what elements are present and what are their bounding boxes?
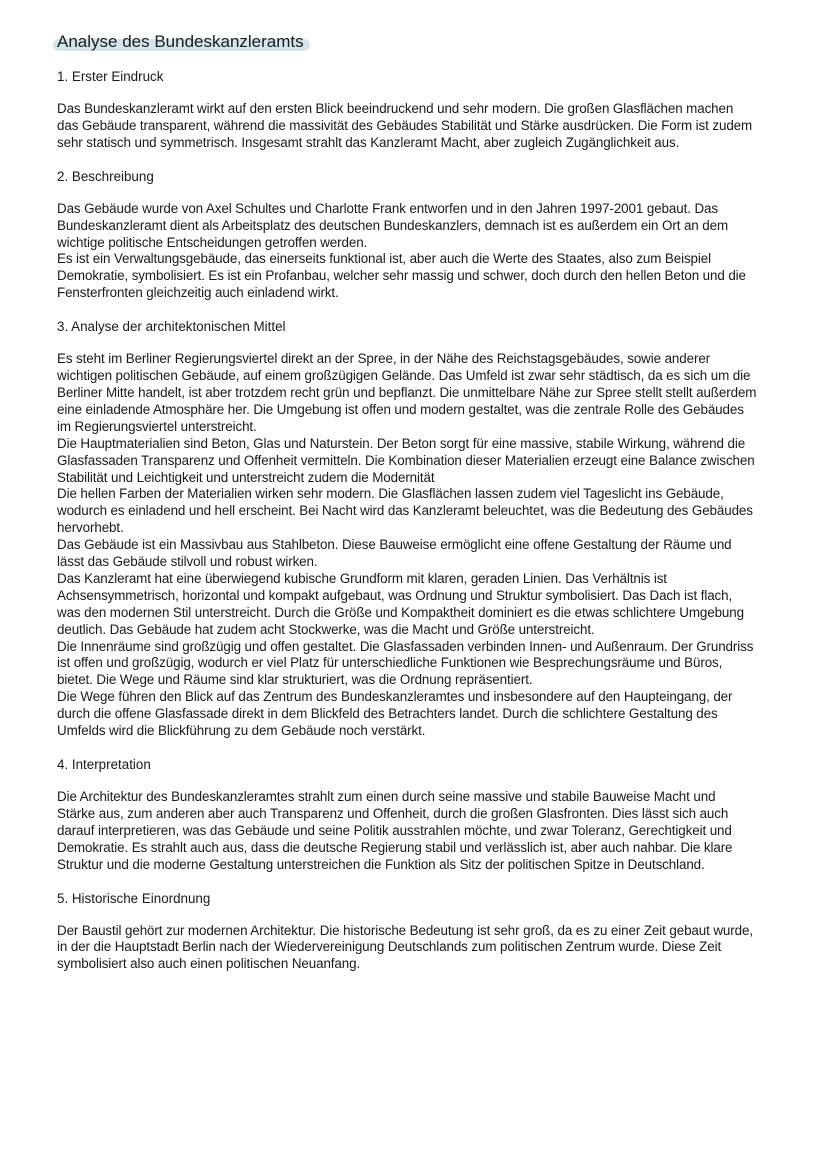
document-title: Analyse des Bundeskanzleramts	[57, 32, 304, 51]
section-heading: 2. Beschreibung	[57, 168, 154, 184]
paragraph: Das Gebäude ist ein Massivbau aus Stahlbeton. Diese Bauweise ermöglicht eine offene Gestaltung der Räume und lässt das Gebäude stilvoll und robust wirken.	[57, 537, 732, 570]
paragraph: Die Innenräume sind großzügig und offen gestaltet. Die Glasfassaden verbinden Innen- und Außenraum. Der Grundriss ist offen und großzügig, wodurch er viel Platz für unterschiedliche Funktionen wie Besprechungsräume und Büros, bietet. Die Wege und Räume sind klar strukturiert, was die Ordnung repräsentiert.	[57, 638, 754, 688]
section-interpretation	[57, 756, 757, 874]
paragraph: Die hellen Farben der Materialien wirken sehr modern. Die Glasflächen lassen zudem viel Tageslicht ins Gebäude, wodurch es einladend und hell erscheint. Bei Nacht wird das Kanzleramt beleuchtet, was die Bedeutung des Gebäudes hervorhebt.	[57, 486, 753, 536]
section-heading: 4. Interpretation	[57, 757, 151, 772]
section-erster-eindruck	[57, 68, 757, 152]
paragraph: Die Architektur des Bundeskanzleramtes strahlt zum einen durch seine massive und stabile Bauweise Macht und Stärke aus, zum anderen aber auch Transparenz und Offenheit, durch die großen Glasfronten. Dies lässt sich auch darauf interpretieren, was das Gebäude und seine Politik ausstrahlen möchte, und zwar Toleranz, Gerechtigkeit und Demokratie. Es strahlt auch aus, dass die deutsche Regierung stabil und verlässlich ist, aber auch nahbar. Die klare Struktur und die moderne Gestaltung unterstreichen die Funktion als Sitz der politischen Spitze in Deutschland.	[57, 789, 733, 872]
section-heading: 5. Historische Einordnung	[57, 890, 211, 906]
paragraph: Es steht im Berliner Regierungsviertel direkt an der Spree, in der Nähe des Reichstagsgebäudes, sowie anderer wichtigen politischen Gebäude, auf einem großzügigen Gelände. Das Umfeld ist zwar sehr städtisch, da es sich um die Berliner Mitte handelt, ist aber trotzdem recht grün und bepflanzt. Die unmittelbare Nähe zur Spree stellt stellt außerdem eine einladende Atmosphäre her. Die Umgebung ist offen und modern gestaltet, was die zentrale Rolle des Gebäudes im Regierungsviertel unterstreicht.	[57, 351, 757, 434]
section-heading: 1. Erster Eindruck	[57, 69, 164, 84]
section-beschreibung	[57, 168, 757, 302]
section-analyse	[57, 318, 757, 740]
paragraph: Der Baustil gehört zur modernen Architektur. Die historische Bedeutung ist sehr groß, da es zu einer Zeit gebaut wurde, in der die Hauptstadt Berlin nach der Wiedervereinigung Deutschlands zum politischen Zentrum wurde. Diese Zeit symbolisiert also auch einen politischen Neuanfang.	[57, 922, 753, 972]
paragraph: Die Wege führen den Blick auf das Zentrum des Bundeskanzleramtes und insbesondere auf den Haupteingang, der durch die offene Glasfassade direkt in dem Blickfeld des Betrachters landet. Durch die schlichtere Gestaltung des Umfelds wird die Blickführung zu dem Gebäude noch verstärkt.	[57, 689, 733, 739]
paragraph: Das Kanzleramt hat eine überwiegend kubische Grundform mit klaren, geraden Linien. Das Verhältnis ist Achsensymmetrisch, horizontal und kompakt aufgebaut, was Ordnung und Struktur symbolisiert. Das Dach ist flach, was den modernen Stil unterstreicht. Durch die Größe und Kompaktheit dominiert es die etwas schlichtere Umgebung deutlich. Das Gebäude hat zudem acht Stockwerke, was die Macht und Größe unterstreicht.	[57, 570, 744, 637]
section-heading: 3. Analyse der architektonischen Mittel	[57, 319, 286, 335]
paragraph: Die Hauptmaterialien sind Beton, Glas und Naturstein. Der Beton sorgt für eine massive, stabile Wirkung, während die Glasfassaden Transparenz und Offenheit vermitteln. Die Kombination dieser Materialien erzeugt eine Balance zwischen Stabilität und Leichtigkeit und unterstreicht zudem die Modernität	[57, 435, 755, 485]
document-page	[57, 30, 757, 989]
title-block	[57, 30, 304, 54]
paragraph: Das Bundeskanzleramt wirkt auf den ersten Blick beeindruckend und sehr modern. Die großen Glasflächen machen das Gebäude transparent, während die massivität des Gebäudes Stabilität und Stärke ausdrücken. Die Form ist zudem sehr statisch und symmetrisch. Insgesamt strahlt das Kanzleramt Macht, aber zugleich Zugänglichkeit aus.	[57, 101, 753, 150]
paragraph: Das Gebäude wurde von Axel Schultes und Charlotte Frank entworfen und in den Jahren 1997-2001 gebaut. Das Bundeskanzleramt dient als Arbeitsplatz des deutschen Bundeskanzlers, demnach ist es außerdem ein Ort an dem wichtige politische Entscheidungen getroffen werden.	[57, 200, 729, 250]
section-historische-einordnung	[57, 890, 757, 974]
paragraph: Es ist ein Verwaltungsgebäude, das einerseits funktional ist, aber auch die Werte des Staates, also zum Beispiel Demokratie, symbolisiert. Es ist ein Profanbau, welcher sehr massig und schwer, doch durch den hellen Beton und die Fensterfronten gleichzeitig auch einladend wirkt.	[57, 251, 746, 301]
